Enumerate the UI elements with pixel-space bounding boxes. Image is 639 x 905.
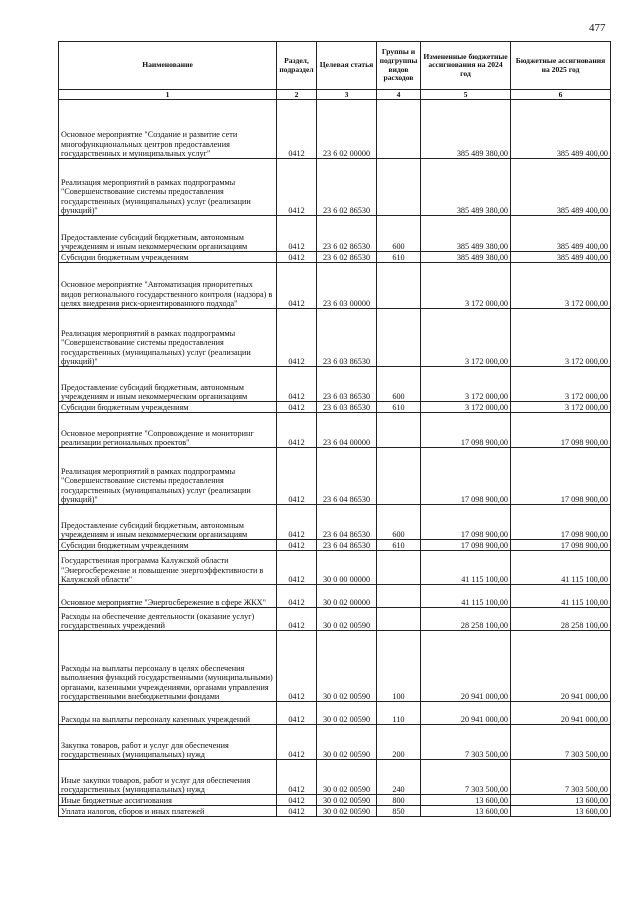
column-number-row (59, 90, 611, 100)
row-section: 0412 (277, 413, 317, 448)
row-section: 0412 (277, 540, 317, 551)
row-2025: 385 489 400,00 (511, 252, 611, 263)
row-section: 0412 (277, 367, 317, 402)
header-target: Целевая статья (317, 42, 377, 90)
row-target: 30 0 02 00000 (317, 585, 377, 608)
row-name: Иные закупки товаров, работ и услуг для обеспечения государственных (муниципальных) нужд (59, 760, 277, 795)
row-section: 0412 (277, 702, 317, 725)
row-name: Иные бюджетные ассигнования (59, 795, 277, 806)
row-2024: 41 115 100,00 (421, 585, 511, 608)
row-group: 610 (377, 540, 421, 551)
row-2024: 20 941 000,00 (421, 702, 511, 725)
row-section: 0412 (277, 725, 317, 760)
row-target: 23 6 04 86530 (317, 540, 377, 551)
row-2025: 7 303 500,00 (511, 760, 611, 795)
row-target: 30 0 02 00590 (317, 725, 377, 760)
table-row (59, 252, 611, 263)
row-group: 800 (377, 795, 421, 806)
table-row (59, 309, 611, 367)
row-2024: 28 258 100,00 (421, 608, 511, 631)
row-name: Реализация мероприятий в рамках подпрограммы "Совершенствование системы предоставления государственных (муниципальных) услуг (реализации функций)" (59, 309, 277, 367)
table-row (59, 795, 611, 806)
header-name: Наименование (59, 42, 277, 90)
row-2025: 20 941 000,00 (511, 631, 611, 702)
row-2025: 20 941 000,00 (511, 702, 611, 725)
table-header-row (59, 42, 611, 90)
row-2024: 3 172 000,00 (421, 367, 511, 402)
row-2024: 17 098 900,00 (421, 540, 511, 551)
row-group: 610 (377, 402, 421, 413)
row-2025: 385 489 400,00 (511, 216, 611, 252)
row-name: Закупка товаров, работ и услуг для обеспечения государственных (муниципальных) нужд (59, 725, 277, 760)
row-2024: 13 600,00 (421, 806, 511, 817)
row-name: Предоставление субсидий бюджетным, автономным учреждениям и иным некоммерческим организациям (59, 367, 277, 402)
row-section: 0412 (277, 608, 317, 631)
page-number: 477 (589, 22, 606, 34)
header-2024: Измененные бюджетные ассигнования на 2024 год (421, 42, 511, 90)
row-name: Расходы на обеспечение деятельности (оказание услуг) государственных учреждений (59, 608, 277, 631)
row-name: Основное мероприятие "Энергосбережение в сфере ЖКХ" (59, 585, 277, 608)
row-target: 30 0 02 00590 (317, 702, 377, 725)
table-row (59, 159, 611, 216)
row-2024: 385 489 380,00 (421, 159, 511, 216)
column-number: 2 (277, 90, 317, 100)
row-target: 23 6 02 86530 (317, 252, 377, 263)
row-target: 30 0 02 00590 (317, 608, 377, 631)
row-2024: 41 115 100,00 (421, 551, 511, 585)
table-row (59, 760, 611, 795)
row-section: 0412 (277, 806, 317, 817)
header-section: Раздел, подраздел (277, 42, 317, 90)
row-name: Субсидии бюджетным учреждениям (59, 402, 277, 413)
row-name: Предоставление субсидий бюджетным, автономным учреждениям и иным некоммерческим организациям (59, 216, 277, 252)
table-row (59, 725, 611, 760)
row-target: 23 6 03 00000 (317, 263, 377, 309)
table-row (59, 608, 611, 631)
table-row (59, 551, 611, 585)
row-group: 850 (377, 806, 421, 817)
table-row (59, 263, 611, 309)
row-target: 30 0 02 00590 (317, 760, 377, 795)
row-group (377, 100, 421, 159)
row-2025: 41 115 100,00 (511, 551, 611, 585)
row-target: 23 6 03 86530 (317, 402, 377, 413)
column-number: 3 (317, 90, 377, 100)
row-name: Основное мероприятие "Сопровождение и мониторинг реализации региональных проектов" (59, 413, 277, 448)
row-section: 0412 (277, 551, 317, 585)
row-group: 600 (377, 216, 421, 252)
row-group: 240 (377, 760, 421, 795)
row-group: 610 (377, 252, 421, 263)
row-2025: 13 600,00 (511, 795, 611, 806)
row-2024: 3 172 000,00 (421, 309, 511, 367)
row-target: 23 6 04 86530 (317, 505, 377, 540)
row-2025: 3 172 000,00 (511, 263, 611, 309)
table-row (59, 585, 611, 608)
row-target: 23 6 02 00000 (317, 100, 377, 159)
row-target: 30 0 02 00590 (317, 806, 377, 817)
row-section: 0412 (277, 159, 317, 216)
row-section: 0412 (277, 585, 317, 608)
row-section: 0412 (277, 448, 317, 505)
row-2025: 3 172 000,00 (511, 309, 611, 367)
table-row (59, 367, 611, 402)
row-group (377, 551, 421, 585)
row-2025: 28 258 100,00 (511, 608, 611, 631)
row-group (377, 263, 421, 309)
table-row (59, 702, 611, 725)
table-row (59, 505, 611, 540)
row-section: 0412 (277, 252, 317, 263)
row-2024: 17 098 900,00 (421, 413, 511, 448)
row-2025: 17 098 900,00 (511, 505, 611, 540)
budget-table (58, 41, 611, 817)
row-2025: 385 489 400,00 (511, 159, 611, 216)
header-group: Группы и подгруппы видов расходов (377, 42, 421, 90)
row-2024: 3 172 000,00 (421, 263, 511, 309)
row-2024: 385 489 380,00 (421, 216, 511, 252)
row-section: 0412 (277, 100, 317, 159)
header-2025: Бюджетные ассигнования на 2025 год (511, 42, 611, 90)
row-target: 23 6 03 86530 (317, 367, 377, 402)
row-name: Расходы на выплаты персоналу в целях обеспечения выполнения функций государственными (муниципальными) органами, казенными учреждениями, органами управления государственными внебюджетными фондами (59, 631, 277, 702)
row-target: 23 6 02 86530 (317, 216, 377, 252)
row-section: 0412 (277, 309, 317, 367)
row-2024: 17 098 900,00 (421, 505, 511, 540)
row-target: 23 6 02 86530 (317, 159, 377, 216)
row-2024: 20 941 000,00 (421, 631, 511, 702)
row-name: Реализация мероприятий в рамках подпрограммы "Совершенствование системы предоставления государственных (муниципальных) услуг (реализации функций)" (59, 448, 277, 505)
row-2024: 7 303 500,00 (421, 760, 511, 795)
table-row (59, 413, 611, 448)
row-target: 23 6 04 86530 (317, 448, 377, 505)
row-2024: 17 098 900,00 (421, 448, 511, 505)
column-number: 1 (59, 90, 277, 100)
row-section: 0412 (277, 402, 317, 413)
row-group (377, 159, 421, 216)
row-2025: 385 489 400,00 (511, 100, 611, 159)
row-section: 0412 (277, 631, 317, 702)
row-target: 30 0 02 00590 (317, 631, 377, 702)
row-2025: 17 098 900,00 (511, 413, 611, 448)
table-row (59, 448, 611, 505)
row-group (377, 608, 421, 631)
row-group: 600 (377, 367, 421, 402)
row-2025: 3 172 000,00 (511, 367, 611, 402)
row-2025: 17 098 900,00 (511, 540, 611, 551)
row-2025: 3 172 000,00 (511, 402, 611, 413)
row-2025: 13 600,00 (511, 806, 611, 817)
row-section: 0412 (277, 505, 317, 540)
row-group (377, 448, 421, 505)
row-group (377, 309, 421, 367)
row-name: Реализация мероприятий в рамках подпрограммы "Совершенствование системы предоставления государственных (муниципальных) услуг (реализации функций)" (59, 159, 277, 216)
row-section: 0412 (277, 216, 317, 252)
row-group: 600 (377, 505, 421, 540)
table-row (59, 806, 611, 817)
row-2025: 41 115 100,00 (511, 585, 611, 608)
row-2024: 385 489 380,00 (421, 100, 511, 159)
table-row (59, 402, 611, 413)
row-name: Основное мероприятие "Создание и развитие сети многофункциональных центров предоставления государственных и муниципальных услуг" (59, 100, 277, 159)
row-name: Основное мероприятие "Автоматизация приоритетных видов регионального государственного контроля (надзора) в целях внедрения риск-ориентированного подхода" (59, 263, 277, 309)
row-name: Расходы на выплаты персоналу казенных учреждений (59, 702, 277, 725)
table-row (59, 631, 611, 702)
row-target: 30 0 00 00000 (317, 551, 377, 585)
row-name: Субсидии бюджетным учреждениям (59, 252, 277, 263)
row-2024: 7 303 500,00 (421, 725, 511, 760)
table-row (59, 216, 611, 252)
row-target: 30 0 02 00590 (317, 795, 377, 806)
row-group: 100 (377, 631, 421, 702)
row-name: Предоставление субсидий бюджетным, автономным учреждениям и иным некоммерческим организациям (59, 505, 277, 540)
row-2025: 7 303 500,00 (511, 725, 611, 760)
column-number: 5 (421, 90, 511, 100)
row-2025: 17 098 900,00 (511, 448, 611, 505)
row-2024: 13 600,00 (421, 795, 511, 806)
row-section: 0412 (277, 795, 317, 806)
table-row (59, 100, 611, 159)
row-2024: 385 489 380,00 (421, 252, 511, 263)
row-group (377, 413, 421, 448)
row-name: Государственная программа Калужской области "Энергосбережение и повышение энергоэффективности в Калужской области" (59, 551, 277, 585)
row-group: 200 (377, 725, 421, 760)
table-row (59, 540, 611, 551)
row-section: 0412 (277, 760, 317, 795)
row-target: 23 6 03 86530 (317, 309, 377, 367)
column-number: 6 (511, 90, 611, 100)
row-name: Субсидии бюджетным учреждениям (59, 540, 277, 551)
row-group (377, 585, 421, 608)
row-group: 110 (377, 702, 421, 725)
row-name: Уплата налогов, сборов и иных платежей (59, 806, 277, 817)
row-2024: 3 172 000,00 (421, 402, 511, 413)
row-target: 23 6 04 00000 (317, 413, 377, 448)
row-section: 0412 (277, 263, 317, 309)
column-number: 4 (377, 90, 421, 100)
